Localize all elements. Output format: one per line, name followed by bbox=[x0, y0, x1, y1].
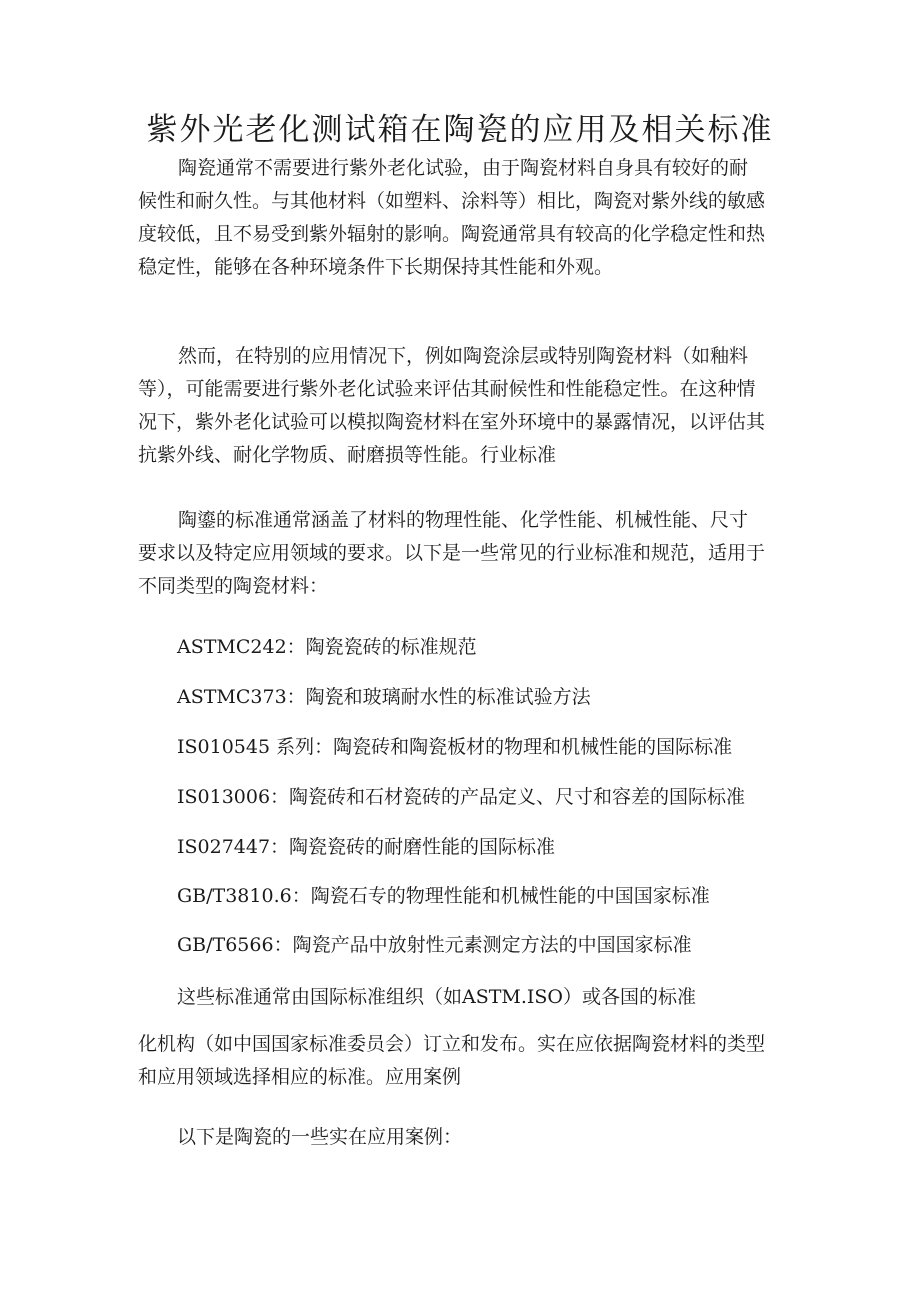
paragraph-special-cases bbox=[138, 340, 790, 472]
standard-item: IS010545 系列：陶瓷砖和陶瓷板材的物理和机械性能的国际标准 bbox=[177, 736, 733, 758]
paragraph-line: 陶鎏的标准通常涵盖了材料的物理性能、化学性能、机械性能、尺寸 bbox=[178, 509, 749, 531]
paragraph-line: 况下，紫外老化试验可以模拟陶瓷材料在室外环境中的暴露情况，以评估其 bbox=[138, 411, 766, 433]
standard-item: IS013006：陶瓷砖和石材瓷砖的产品定义、尺寸和容差的国际标准 bbox=[177, 786, 746, 808]
paragraph-line: 度较低，且不易受到紫外辐射的影响。陶瓷通常具有较高的化学稳定性和热 bbox=[138, 223, 766, 245]
paragraph-line: 陶瓷通常不需要进行紫外老化试验，由于陶瓷材料自身具有较好的耐 bbox=[178, 157, 749, 179]
paragraph-line: 要求以及特定应用领域的要求。以下是一些常见的行业标准和规范，适用于 bbox=[138, 542, 766, 564]
document-title: 紫外光老化测试箱在陶瓷的应用及相关标准 bbox=[146, 112, 774, 148]
paragraph-line: 然而，在特别的应用情况下，例如陶瓷涂层或特别陶瓷材料（如釉料 bbox=[178, 345, 749, 367]
standard-item: ASTMC373：陶瓷和玻璃耐水性的标准试验方法 bbox=[177, 686, 591, 708]
standard-item: GB/T6566：陶瓷产品中放射性元素测定方法的中国国家标准 bbox=[177, 934, 692, 956]
application-cases-intro: 以下是陶瓷的一些实在应用案例： bbox=[177, 1126, 463, 1148]
paragraph-standards-bodies bbox=[138, 1028, 790, 1094]
paragraph-line: 抗紫外线、耐化学物质、耐磨损等性能。行业标准 bbox=[138, 444, 557, 466]
paragraph-line: 和应用领域选择相应的标准。应用案例 bbox=[138, 1066, 462, 1088]
paragraph-line: 不同类型的陶瓷材料： bbox=[138, 575, 329, 597]
paragraph-line: 化机构（如中国国家标准委员会）订立和发布。实在应依据陶瓷材料的类型 bbox=[138, 1033, 766, 1055]
paragraph-ceramics-uv bbox=[138, 152, 790, 284]
paragraph-line: 候性和耐久性。与其他材料（如塑料、涂料等）相比，陶瓷对紫外线的敏感 bbox=[138, 190, 766, 212]
standard-item: GB/T3810.6：陶瓷石专的物理性能和机械性能的中国国家标准 bbox=[177, 885, 710, 907]
standard-item: IS027447：陶瓷瓷砖的耐磨性能的国际标准 bbox=[177, 836, 556, 858]
paragraph-line: 稳定性，能够在各种环境条件下长期保持其性能和外观。 bbox=[138, 256, 614, 278]
paragraph-standards-intro bbox=[138, 504, 790, 603]
closing-line: 这些标准通常由国际标准组织（如ASTM.ISO）或各国的标准 bbox=[177, 986, 697, 1008]
paragraph-line: 等），可能需要进行紫外老化试验来评估其耐候性和性能稳定性。在这种情 bbox=[138, 378, 756, 400]
standard-item: ASTMC242：陶瓷瓷砖的标准规范 bbox=[177, 636, 477, 658]
